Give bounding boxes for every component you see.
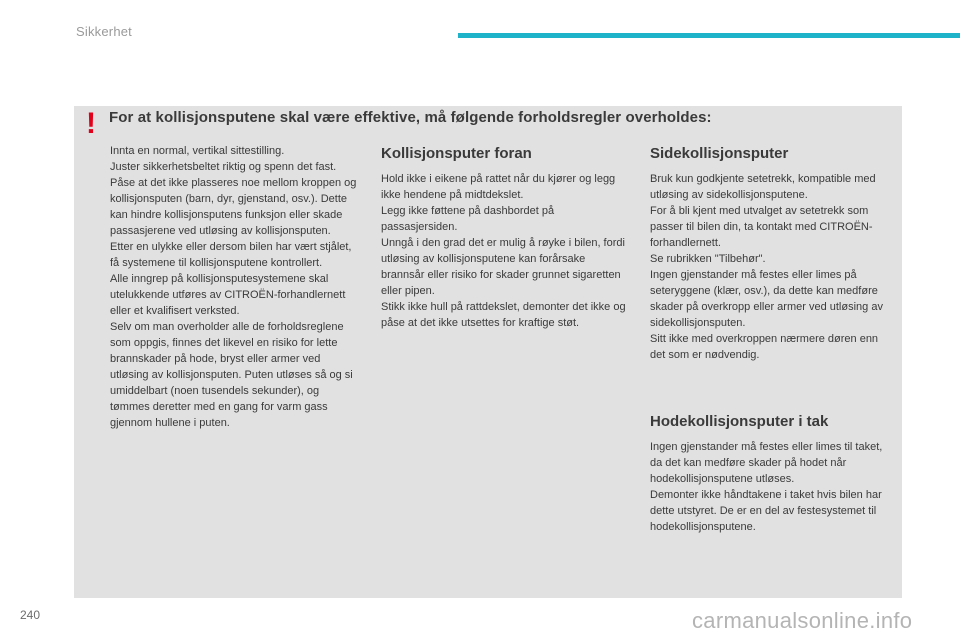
header-accent-bar [458, 33, 960, 38]
general-precautions-text: Innta en normal, vertikal sittestilling. Juster sikkerhetsbeltet riktig og spenn det fast. Påse at det ikke plasseres noe mellom kroppen og kollisjonsputen (barn, dyr, gjenstand, osv.). Dette kan hindre kollisjonsputens funksjon eller skade passasjerene ved utløsing av kollisjonsputen. Etter en ulykke eller dersom bilen har vært stjålet, få systemene til kollisjonsputene kontrollert. Alle inngrep på kollisjonsputesystemene skal utelukkende utføres av CITROËN-forhandlernett eller et kvalifisert verksted. Selv om man overholder alle de forholdsreglene som oppgis, finnes det likevel en risiko for lette brannskader på hode, bryst eller armer ved utløsing av kollisjonsputen. Puten utløses så og si umiddelbart (noen tusendels sekunder), og tømmes deretter med en gang for varm gass gjennom hullene i puten. [110, 145, 357, 429]
front-airbags-text: Hold ikke i eikene på rattet når du kjører og legg ikke hendene på midtdekslet. Legg ikke føttene på dashbordet på passasjersiden. Unngå i den grad det er mulig å røyke i bilen, fordi utløsing av kollisjonsputene kan forårsake brannsår eller risiko for skader grunnet sigaretten eller pipen. Stikk ikke hull på rattdekslet, demonter det ikke og påse at det ikke utsettes for kraftige støt. [381, 173, 626, 329]
page-number: 240 [20, 608, 41, 622]
section-title: Sikkerhet [76, 24, 132, 39]
warning-heading: For at kollisjonsputene skal være effektive, må følgende forholdsregler overholdes: [109, 109, 712, 126]
side-airbags-section [650, 145, 890, 363]
side-airbags-title: Sidekollisjonsputer [650, 145, 789, 162]
curtain-airbags-title: Hodekollisjonsputer i tak [650, 413, 829, 430]
front-airbags-section [381, 145, 626, 331]
side-airbags-text: Bruk kun godkjente setetrekk, kompatible med utløsing av sidekollisjonsputene. For å bli kjent med utvalget av setetrekk som passer til bilen din, ta kontakt med CITROËN-forhandlernett. Se rubrikken "Tilbehør". Ingen gjenstander må festes eller limes på seteryggene (klær, osv.), da dette kan medføre skader på overkropp eller armer ved utløsing av sidekollisjonsputen. Sitt ikke med overkroppen nærmere døren enn det som er nødvendig. [650, 173, 883, 361]
general-precautions [110, 143, 360, 431]
warning-icon: ! [86, 107, 96, 140]
front-airbags-title: Kollisjonsputer foran [381, 145, 532, 162]
curtain-airbags-section [650, 413, 890, 535]
site-watermark: carmanualsonline.info [692, 608, 913, 633]
curtain-airbags-text: Ingen gjenstander må festes eller limes til taket, da det kan medføre skader på hodet når hodekollisjonsputene utløses. Demonter ikke håndtakene i taket hvis bilen har dette utstyret. De er en del av festesystemet til hodekollisjonsputene. [650, 441, 883, 533]
